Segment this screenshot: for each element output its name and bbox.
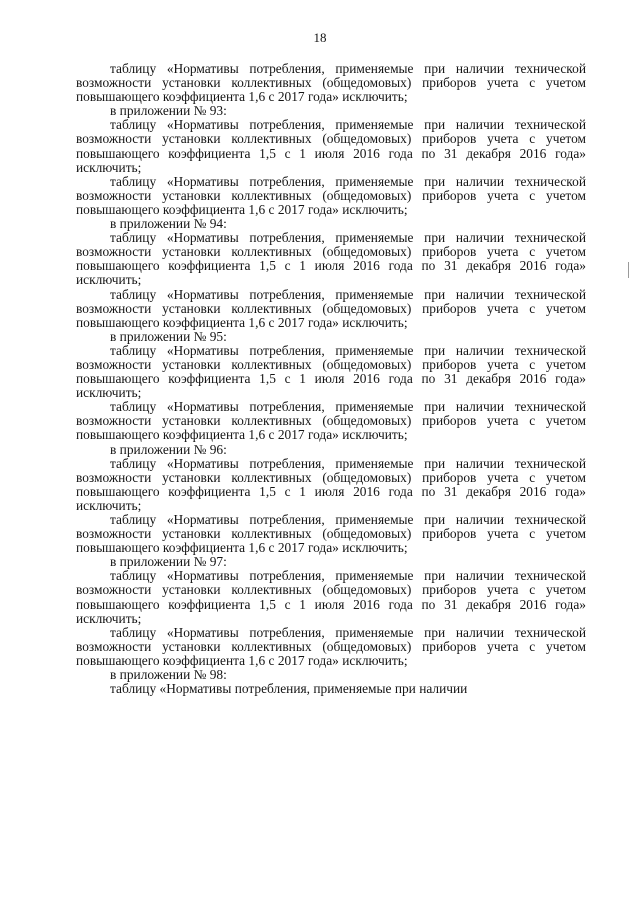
paragraph: таблицу «Нормативы потребления, применяемые при наличии технической возможности установки коллективных (общедомовых) приборов учета с учетом повышающего коэффициента 1,6 с 2017 года» исключить;: [76, 399, 586, 443]
appendix-heading: в приложении № 94:: [110, 216, 227, 232]
page-number: 18: [313, 30, 327, 45]
paragraph: таблицу «Нормативы потребления, применяемые при наличии технической возможности установки коллективных (общедомовых) приборов учета с учетом повышающего коэффициента 1,6 с 2017 года» исключить;: [76, 512, 586, 556]
paragraph: таблицу «Нормативы потребления, применяемые при наличии технической возможности установки коллективных (общедомовых) приборов учета с учетом повышающего коэффициента 1,6 с 2017 года» исключить;: [76, 286, 586, 330]
paragraph: таблицу «Нормативы потребления, применяемые при наличии технической возможности установки коллективных (общедомовых) приборов учета с учетом повышающего коэффициента 1,5 с 1 июля 2016 года по 31 декабря 2016 года» исключить;: [76, 342, 586, 401]
paragraph: таблицу «Нормативы потребления, применяемые при наличии технической возможности установки коллективных (общедомовых) приборов учета с учетом повышающего коэффициента 1,5 с 1 июля 2016 года по 31 декабря 2016 года» исключить;: [76, 568, 586, 626]
appendix-heading: в приложении № 93:: [110, 103, 227, 119]
appendix-heading: в приложении № 95:: [110, 328, 227, 344]
paragraph: таблицу «Нормативы потребления, применяемые при наличии технической возможности установки коллективных (общедомовых) приборов учета с учетом повышающего коэффициента 1,6 с 2017 года» исключить;: [76, 61, 586, 105]
margin-mark: [628, 262, 629, 278]
appendix-heading: в приложении № 98:: [110, 667, 227, 683]
paragraph: таблицу «Нормативы потребления, применяемые при наличии технической возможности установки коллективных (общедомовых) приборов учета с учетом повышающего коэффициента 1,6 с 2017 года» исключить;: [76, 624, 586, 668]
appendix-heading: в приложении № 97:: [110, 554, 227, 570]
appendix-heading: в приложении № 96:: [110, 441, 227, 457]
document-body: [76, 62, 586, 696]
paragraph: таблицу «Нормативы потребления, применяемые при наличии технической возможности установки коллективных (общедомовых) приборов учета с учетом повышающего коэффициента 1,5 с 1 июля 2016 года по 31 декабря 2016 года» исключить;: [76, 455, 586, 513]
paragraph: таблицу «Нормативы потребления, применяемые при наличии технической возможности установки коллективных (общедомовых) приборов учета с учетом повышающего коэффициента 1,6 с 2017 года» исключить;: [76, 173, 586, 217]
paragraph: таблицу «Нормативы потребления, применяемые при наличии технической возможности установки коллективных (общедомовых) приборов учета с учетом повышающего коэффициента 1,5 с 1 июля 2016 года по 31 декабря 2016 года» исключить;: [76, 117, 586, 175]
paragraph: таблицу «Нормативы потребления, применяемые при наличии: [110, 681, 468, 697]
paragraph: таблицу «Нормативы потребления, применяемые при наличии технической возможности установки коллективных (общедомовых) приборов учета с учетом повышающего коэффициента 1,5 с 1 июля 2016 года по 31 декабря 2016 года» исключить;: [76, 230, 586, 288]
